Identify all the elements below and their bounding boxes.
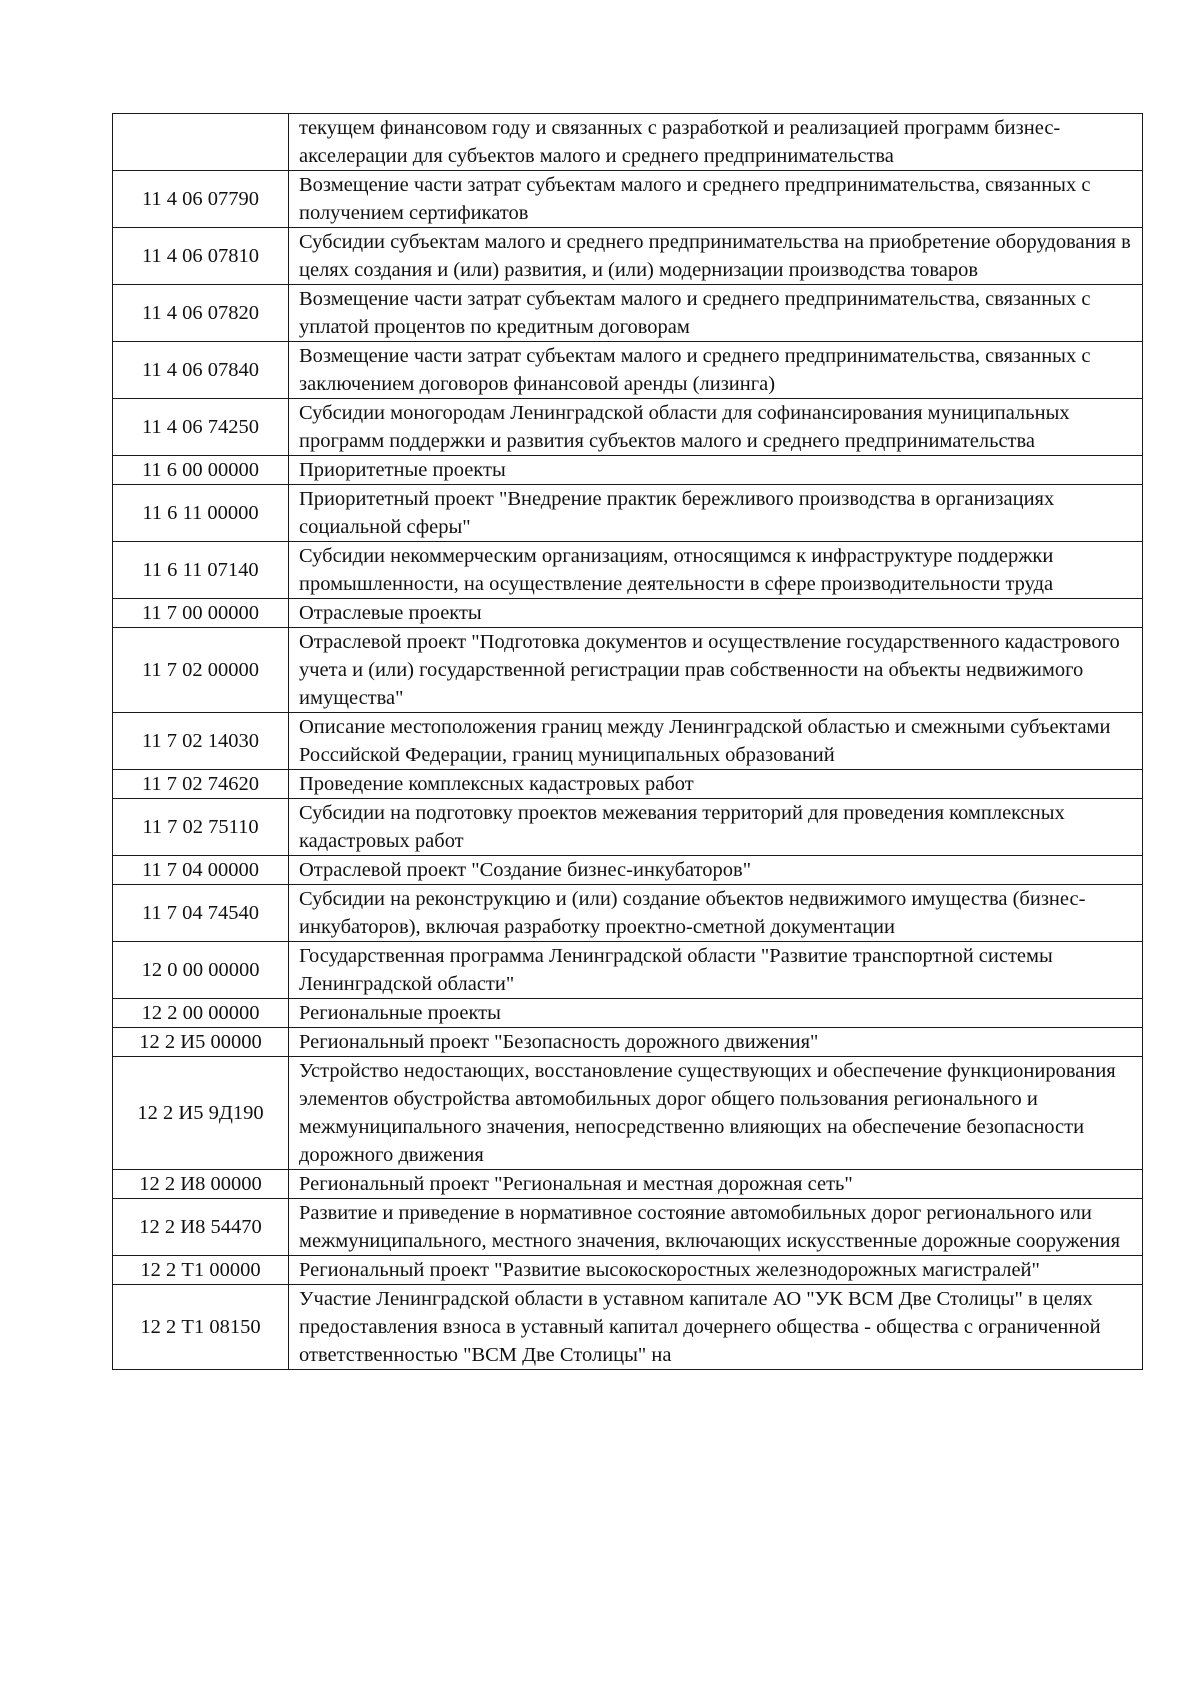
description-cell: Устройство недостающих, восстановление существующих и обеспечение функционирования элементов обустройства автомобильных дорог общего пользования регионального и межмуниципального значения, непосредственно влияющих на обеспечение безопасности дорожного движения — [289, 1057, 1143, 1170]
classification-code-cell: 11 4 06 07840 — [113, 342, 289, 399]
description-cell: Региональный проект "Развитие высокоскоростных железнодорожных магистралей" — [289, 1256, 1143, 1285]
classification-code-cell: 11 7 02 74620 — [113, 770, 289, 799]
classification-code-cell: 11 4 06 07820 — [113, 285, 289, 342]
classification-code-cell: 11 7 04 00000 — [113, 856, 289, 885]
table-row — [113, 485, 1143, 542]
description-cell: текущем финансовом году и связанных с разработкой и реализацией программ бизнес-акселерации для субъектов малого и среднего предпринимательства — [289, 114, 1143, 171]
description-cell: Описание местоположения границ между Ленинградской областью и смежными субъектами Российской Федерации, границ муниципальных образований — [289, 713, 1143, 770]
table-row — [113, 770, 1143, 799]
description-cell: Отраслевой проект "Подготовка документов и осуществление государственного кадастрового учета и (или) государственной регистрации прав собственности на объекты недвижимого имущества" — [289, 628, 1143, 713]
classification-code-cell — [113, 114, 289, 171]
description-cell: Возмещение части затрат субъектам малого и среднего предпринимательства, связанных с получением сертификатов — [289, 171, 1143, 228]
description-cell: Участие Ленинградской области в уставном капитале АО "УК ВСМ Две Столицы" в целях предоставления взноса в уставный капитал дочернего общества - общества с ограниченной ответственностью "ВСМ Две Столицы" на — [289, 1285, 1143, 1370]
description-cell: Субсидии на подготовку проектов межевания территорий для проведения комплексных кадастровых работ — [289, 799, 1143, 856]
classification-code-cell: 11 7 02 14030 — [113, 713, 289, 770]
description-cell: Приоритетные проекты — [289, 456, 1143, 485]
document-page — [112, 113, 1143, 1370]
description-cell: Субсидии некоммерческим организациям, относящимся к инфраструктуре поддержки промышленности, на осуществление деятельности в сфере производительности труда — [289, 542, 1143, 599]
table-row — [113, 856, 1143, 885]
table-row — [113, 999, 1143, 1028]
table-row — [113, 285, 1143, 342]
description-cell: Субсидии моногородам Ленинградской области для софинансирования муниципальных программ поддержки и развития субъектов малого и среднего предпринимательства — [289, 399, 1143, 456]
description-cell: Государственная программа Ленинградской области "Развитие транспортной системы Ленинградской области" — [289, 942, 1143, 999]
table-row — [113, 1057, 1143, 1170]
budget-classification-table — [112, 113, 1143, 1370]
table-row — [113, 799, 1143, 856]
classification-code-cell: 12 2 И8 00000 — [113, 1170, 289, 1199]
table-row — [113, 628, 1143, 713]
table-row — [113, 114, 1143, 171]
table-row — [113, 456, 1143, 485]
table-row — [113, 713, 1143, 770]
classification-code-cell: 12 0 00 00000 — [113, 942, 289, 999]
description-cell: Региональный проект "Региональная и местная дорожная сеть" — [289, 1170, 1143, 1199]
classification-code-cell: 11 4 06 74250 — [113, 399, 289, 456]
table-row — [113, 885, 1143, 942]
description-cell: Возмещение части затрат субъектам малого и среднего предпринимательства, связанных с заключением договоров финансовой аренды (лизинга) — [289, 342, 1143, 399]
table-row — [113, 1170, 1143, 1199]
description-cell: Региональные проекты — [289, 999, 1143, 1028]
table-row — [113, 342, 1143, 399]
table-row — [113, 599, 1143, 628]
classification-code-cell: 12 2 Т1 00000 — [113, 1256, 289, 1285]
description-cell: Субсидии на реконструкцию и (или) создание объектов недвижимого имущества (бизнес-инкубаторов), включая разработку проектно-сметной документации — [289, 885, 1143, 942]
description-cell: Отраслевые проекты — [289, 599, 1143, 628]
description-cell: Проведение комплексных кадастровых работ — [289, 770, 1143, 799]
description-cell: Развитие и приведение в нормативное состояние автомобильных дорог регионального или межмуниципального, местного значения, включающих искусственные дорожные сооружения — [289, 1199, 1143, 1256]
classification-code-cell: 12 2 И5 00000 — [113, 1028, 289, 1057]
classification-code-cell: 11 6 00 00000 — [113, 456, 289, 485]
table-row — [113, 1285, 1143, 1370]
table-row — [113, 1028, 1143, 1057]
classification-code-cell: 11 7 02 75110 — [113, 799, 289, 856]
description-cell: Возмещение части затрат субъектам малого и среднего предпринимательства, связанных с уплатой процентов по кредитным договорам — [289, 285, 1143, 342]
table-row — [113, 399, 1143, 456]
classification-code-cell: 12 2 И8 54470 — [113, 1199, 289, 1256]
classification-code-cell: 12 2 00 00000 — [113, 999, 289, 1028]
classification-code-cell: 12 2 Т1 08150 — [113, 1285, 289, 1370]
description-cell: Субсидии субъектам малого и среднего предпринимательства на приобретение оборудования в целях создания и (или) развития, и (или) модернизации производства товаров — [289, 228, 1143, 285]
table-body — [113, 114, 1143, 1370]
classification-code-cell: 11 7 02 00000 — [113, 628, 289, 713]
table-row — [113, 1256, 1143, 1285]
classification-code-cell: 11 6 11 00000 — [113, 485, 289, 542]
classification-code-cell: 11 7 00 00000 — [113, 599, 289, 628]
description-cell: Региональный проект "Безопасность дорожного движения" — [289, 1028, 1143, 1057]
table-row — [113, 1199, 1143, 1256]
description-cell: Отраслевой проект "Создание бизнес-инкубаторов" — [289, 856, 1143, 885]
classification-code-cell: 11 7 04 74540 — [113, 885, 289, 942]
classification-code-cell: 11 4 06 07790 — [113, 171, 289, 228]
classification-code-cell: 12 2 И5 9Д190 — [113, 1057, 289, 1170]
table-row — [113, 542, 1143, 599]
description-cell: Приоритетный проект "Внедрение практик бережливого производства в организациях социальной сферы" — [289, 485, 1143, 542]
table-row — [113, 942, 1143, 999]
classification-code-cell: 11 6 11 07140 — [113, 542, 289, 599]
table-row — [113, 228, 1143, 285]
classification-code-cell: 11 4 06 07810 — [113, 228, 289, 285]
table-row — [113, 171, 1143, 228]
